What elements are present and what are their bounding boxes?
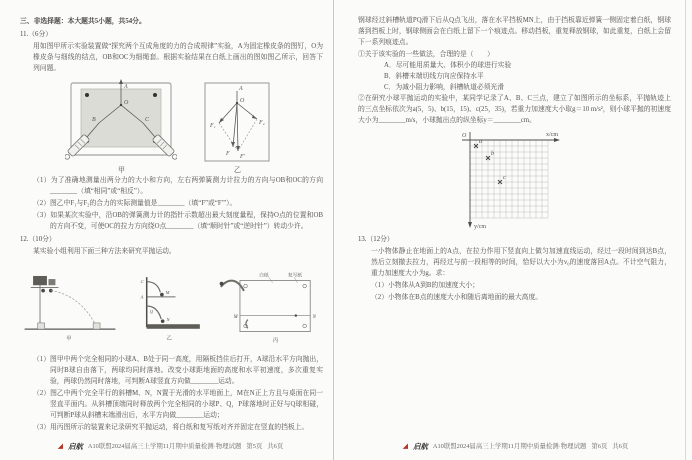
fig-label-m: M xyxy=(165,289,170,295)
trajectory-grid-figure xyxy=(454,128,671,232)
landing-pad-left xyxy=(38,323,45,329)
exam-page-right xyxy=(346,0,686,460)
footer-page-total: 共6页 xyxy=(612,442,629,450)
publisher-logo-text: 启航 xyxy=(68,442,83,452)
point-o-dot xyxy=(119,104,121,106)
question-12-number: 12.（10分） xyxy=(20,236,56,243)
ground-block xyxy=(147,324,200,329)
q13-sub-1: （1）小物体从A到B的加速度大小； xyxy=(371,282,479,289)
fig-caption-jia: 甲 xyxy=(66,335,72,342)
fig-label-o: O xyxy=(123,100,128,106)
fig-label-f2: F₂ xyxy=(258,120,265,126)
q11-sub-2: （2）图乙中F₁与F₂的合力的实际测量值是________（填“F”或“F′”）。 xyxy=(33,200,237,207)
grid-origin-label: O xyxy=(462,133,467,139)
q11-sub-1: （1）为了准确地测量出两分力的大小和方向，左右两弹簧测力计拉力的方向与OB和OC的方向________（填“相同”或“相反”）。 xyxy=(33,177,323,195)
fig-projectile-stand xyxy=(20,260,120,352)
question-12-figures xyxy=(20,260,323,352)
fig-label-m: M xyxy=(233,314,238,320)
q11-sub-3: （3）如果某次实验中，沿OB的弹簧测力计的指针示数超出最大刻度量程，保持O点的位置和OB的方向不变，可使OC的拉力方向绕O点________（填“顺时针”或“逆时针”）转动少许。 xyxy=(33,212,323,230)
point-c-label: c xyxy=(503,175,506,181)
grid-lines xyxy=(470,140,548,218)
publisher-logo-icon: ◢ xyxy=(57,442,64,451)
fig-caption-yi: 乙 xyxy=(166,335,172,342)
board xyxy=(240,280,310,331)
fig-force-diagram xyxy=(195,77,279,173)
fig-caption-jia: 甲 xyxy=(117,166,125,173)
footer-page-total: 共6页 xyxy=(267,442,284,450)
q12-circle1: ①关于该实验的一些做法，合理的是（ ） xyxy=(358,51,494,58)
point-a-label: a xyxy=(479,139,482,145)
point-b-label: b xyxy=(491,151,494,157)
question-11-number: 11.（6分） xyxy=(20,31,53,38)
trajectory-dashed xyxy=(51,291,98,329)
publisher-logo-text: 启航 xyxy=(413,442,428,452)
coordinate-grid xyxy=(454,128,568,232)
footer-right xyxy=(346,441,685,453)
fig-two-ramps xyxy=(130,260,206,352)
grid-x-axis-label: x/cm xyxy=(546,132,558,138)
fig-recording-board xyxy=(216,260,323,352)
question-12-intro: 某实验小组利用下面三种方法来研究平抛运动。 xyxy=(33,248,176,255)
fig-label-f1: F₁ xyxy=(209,123,216,129)
publisher-logo-icon: ◢ xyxy=(402,442,409,451)
fig-label-c: C xyxy=(140,279,144,285)
fig-label-fprime: F′ xyxy=(239,154,245,160)
trace-dot xyxy=(295,314,297,316)
landing-pad-right xyxy=(93,323,100,329)
fig-label-n: N xyxy=(312,314,316,320)
steel-ball xyxy=(220,282,224,286)
fig-label-n: N xyxy=(166,317,170,323)
section-heading: 三、非选择题：本大题共5小题，共54分。 xyxy=(20,18,146,25)
fig-label-a: A xyxy=(140,294,144,300)
fig-label-q: Q xyxy=(149,308,154,314)
launcher-clamp xyxy=(31,276,59,292)
q12-sub-3: （3）用丙图所示的装置来记录研究平抛运动，将白纸和复写纸对齐并固定在竖直的挡板上。 xyxy=(33,424,309,431)
ball-b xyxy=(41,289,45,293)
fig-label-a: A xyxy=(238,86,243,92)
fig-caption-yi: 乙 xyxy=(233,166,241,173)
fig-label-f: F xyxy=(225,151,230,157)
question-13-number: 13.（12分） xyxy=(358,236,394,243)
question-11-intro: 用如图甲所示实验装置做“探究两个互成角度的力的合成规律”实验，A为固定橡皮条的图钉，O为橡皮条与细线的结点，OB和OC为细绳套。根据实验结果在白纸上画出的图如图乙所示，回答下列问题。 xyxy=(33,43,323,72)
question-11-figures xyxy=(20,77,323,173)
q12-sub-1: （1）图甲中两个完全相同的小球A、B处于同一高度，用隔板挡住后打开，A球沿水平方向抛出，同时B球自由落下，两球均同时落地。改变小球距地面的高度和水平初速度，多次重复实验，两球仍然同时落地，可判断A球竖直方向做________运动。 xyxy=(33,356,323,385)
exam-page-left xyxy=(8,0,334,460)
upper-ramp xyxy=(147,282,161,293)
label-white-paper: 白纸 xyxy=(259,273,269,279)
lower-ramp xyxy=(147,306,161,319)
label-carbon-paper: 复写纸 xyxy=(287,273,303,279)
point-o-dot xyxy=(235,102,237,104)
q12-sub-2: （2）图乙中两个完全平行的斜槽M、N，N置于光滑的水平地面上，M在N正上方且与桌面在同一竖直平面内。从斜槽顶端同时释放两个完全相同的小球P、Q，P球落地时正好与Q球相碰，可判断P球从斜槽末端滑出后，水平方向做________运动； xyxy=(33,390,323,419)
footer-page-number: 第5页 xyxy=(246,442,263,450)
footer-exam-title: A10联盟2024届高三上学期11月期中质量检测·物理试题 xyxy=(432,442,587,450)
q12-option-c: C．为减小阻力影响，斜槽轨道必须光滑 xyxy=(384,84,505,91)
fig-label-b: B xyxy=(91,117,96,123)
fig-label-c: C xyxy=(144,117,149,123)
q12-continuation: 钢球经过斜槽轨道PQ滑下后从Q点飞出，落在水平挡板MN上，由于挡板靠近弹簧一侧固定着白纸，钢球落到挡板上时，钢球侧面会在白纸上留下一个痕迹点。移动挡板，重复释放钢球，如此重复，白纸上会留下一系列痕迹点。 xyxy=(358,17,671,46)
footer-exam-title: A10联盟2024届高三上学期11月期中质量检测·物理试题 xyxy=(87,442,242,450)
ball-m xyxy=(160,293,164,297)
fig-caption-bing: 丙 xyxy=(272,337,279,344)
q12-option-a: A．尽可能用质量大、体积小的球进行实验 xyxy=(384,62,512,69)
footer-left xyxy=(8,441,333,453)
q13-sub-2: （2）小物体在B点的速度大小和随后离地面的最大高度。 xyxy=(371,294,543,301)
question-13-intro: 一小物体静止在地面上的A点，在拉力作用下竖直向上做匀加速直线运动，经过一段时间到达B点，然后立刻撤去拉力，再经过与前一段相等的时间，恰好以大小为v₀的速度落回A点。不计空气阻力，重力加速度大小为g。求： xyxy=(371,248,671,277)
q12-circle2: ②在研究小球平抛运动的实验中，某同学记录了A、B、C三点，建立了如图所示的坐标系，平抛轨迹上的三点坐标依次为a(5，5)、b(15，15)、c(25，35)，若重力加速度大小取g＝10 m/s²，则小球平抛的初速度大小为________m/s，小球抛出点的纵坐标y＝________cm。 xyxy=(358,95,671,124)
fig-label-o: O xyxy=(239,98,244,104)
ball-n xyxy=(161,319,165,323)
fig-label-a: A xyxy=(123,84,128,90)
footer-page-number: 第6页 xyxy=(591,442,608,450)
q12-option-b: B．斜槽末端切线方向应保持水平 xyxy=(384,73,484,80)
fig-force-board xyxy=(65,77,177,173)
grid-y-axis-label: y/cm xyxy=(474,224,486,230)
